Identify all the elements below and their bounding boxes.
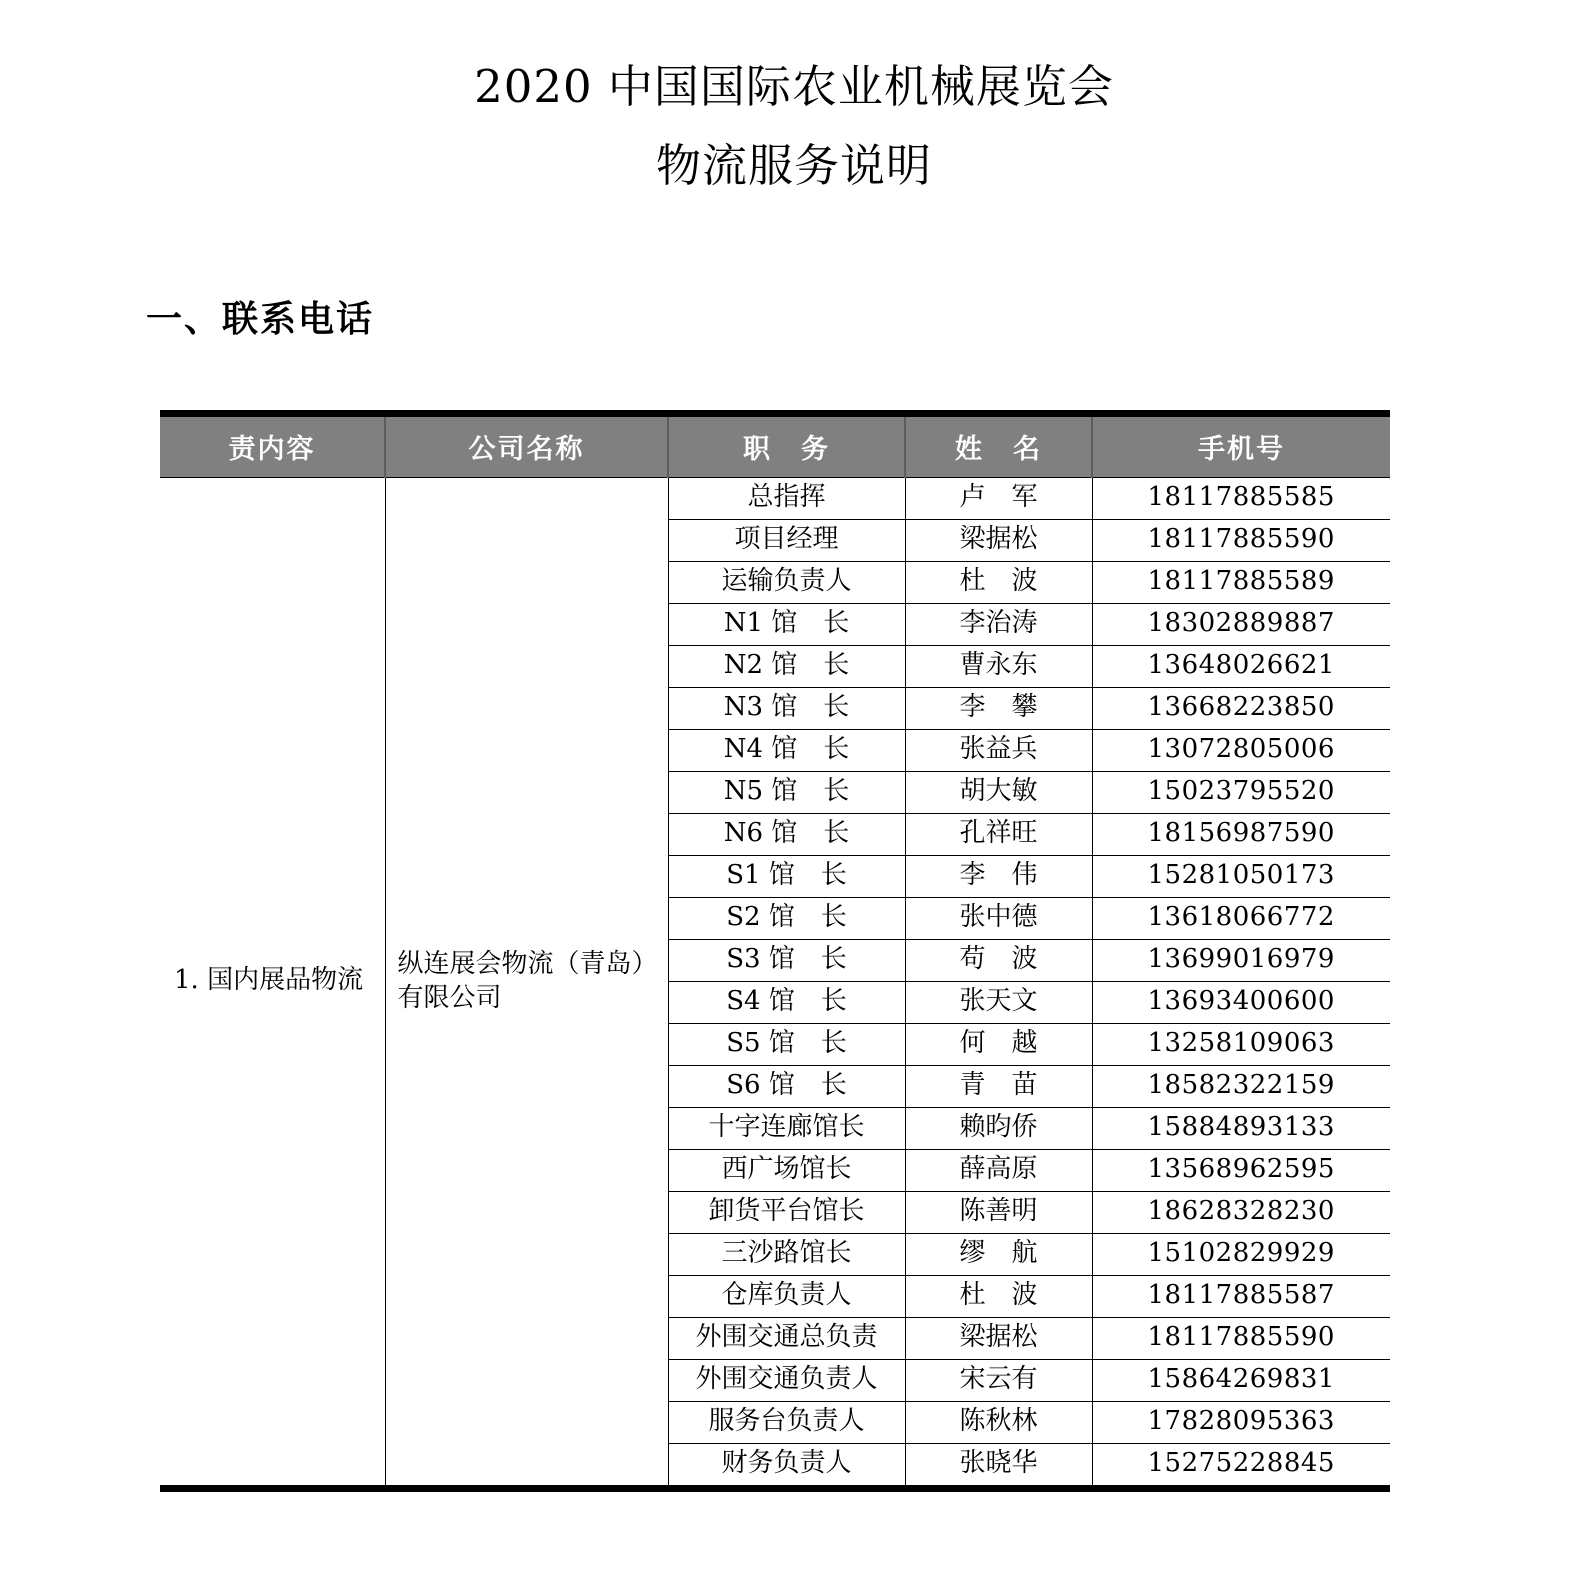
cell-name: 梁据松 — [905, 519, 1092, 561]
cell-phone: 13699016979 — [1092, 939, 1390, 981]
cell-name: 赖昀侨 — [905, 1107, 1092, 1149]
table-header — [160, 413, 1390, 477]
cell-role: S3 馆 长 — [668, 939, 905, 981]
cell-phone: 18156987590 — [1092, 813, 1390, 855]
cell-name: 李 伟 — [905, 855, 1092, 897]
cell-responsibility: 1. 国内展品物流 — [160, 477, 385, 1488]
cell-name: 宋云有 — [905, 1359, 1092, 1401]
cell-name: 何 越 — [905, 1023, 1092, 1065]
column-header-name: 姓 名 — [905, 413, 1092, 477]
cell-phone: 18117885587 — [1092, 1275, 1390, 1317]
cell-role: 外围交通负责人 — [668, 1359, 905, 1401]
cell-name: 张晓华 — [905, 1443, 1092, 1488]
cell-phone: 15275228845 — [1092, 1443, 1390, 1488]
cell-name: 苟 波 — [905, 939, 1092, 981]
cell-role: N2 馆 长 — [668, 645, 905, 687]
cell-role: 三沙路馆长 — [668, 1233, 905, 1275]
document-title-line-2: 物流服务说明 — [655, 139, 932, 192]
cell-role: 总指挥 — [668, 477, 905, 519]
cell-name: 张天文 — [905, 981, 1092, 1023]
cell-phone: 13072805006 — [1092, 729, 1390, 771]
column-header-phone: 手机号 — [1092, 413, 1390, 477]
cell-name: 缪 航 — [905, 1233, 1092, 1275]
cell-phone: 15864269831 — [1092, 1359, 1390, 1401]
cell-name: 曹永东 — [905, 645, 1092, 687]
cell-name: 李治涛 — [905, 603, 1092, 645]
cell-phone: 18628328230 — [1092, 1191, 1390, 1233]
cell-role: 财务负责人 — [668, 1443, 905, 1488]
cell-role: 运输负责人 — [668, 561, 905, 603]
cell-role: N6 馆 长 — [668, 813, 905, 855]
cell-phone: 17828095363 — [1092, 1401, 1390, 1443]
cell-phone: 18117885590 — [1092, 519, 1390, 561]
cell-role: S6 馆 长 — [668, 1065, 905, 1107]
cell-name: 杜 波 — [905, 1275, 1092, 1317]
table-row — [160, 477, 1390, 519]
cell-role: 卸货平台馆长 — [668, 1191, 905, 1233]
cell-name: 薛高原 — [905, 1149, 1092, 1191]
cell-phone: 18117885590 — [1092, 1317, 1390, 1359]
cell-role: 十字连廊馆长 — [668, 1107, 905, 1149]
document-title-line-1: 2020 中国国际农业机械展览会 — [474, 60, 1114, 113]
cell-phone: 18302889887 — [1092, 603, 1390, 645]
cell-role: S1 馆 长 — [668, 855, 905, 897]
table-body — [160, 477, 1390, 1488]
column-header-company: 公司名称 — [385, 413, 668, 477]
cell-name: 陈善明 — [905, 1191, 1092, 1233]
cell-phone: 18117885589 — [1092, 561, 1390, 603]
cell-role: 外围交通总负责 — [668, 1317, 905, 1359]
cell-phone: 15102829929 — [1092, 1233, 1390, 1275]
cell-role: N1 馆 长 — [668, 603, 905, 645]
cell-name: 梁据松 — [905, 1317, 1092, 1359]
contact-table — [160, 410, 1390, 1492]
cell-phone: 18117885585 — [1092, 477, 1390, 519]
cell-name: 杜 波 — [905, 561, 1092, 603]
cell-name: 卢 军 — [905, 477, 1092, 519]
cell-phone: 13568962595 — [1092, 1149, 1390, 1191]
cell-phone: 18582322159 — [1092, 1065, 1390, 1107]
cell-name: 张益兵 — [905, 729, 1092, 771]
cell-name: 李 攀 — [905, 687, 1092, 729]
column-header-responsibility: 责内容 — [160, 413, 385, 477]
cell-phone: 15281050173 — [1092, 855, 1390, 897]
cell-name: 孔祥旺 — [905, 813, 1092, 855]
cell-role: 服务台负责人 — [668, 1401, 905, 1443]
cell-phone: 13618066772 — [1092, 897, 1390, 939]
cell-name: 陈秋林 — [905, 1401, 1092, 1443]
cell-phone: 15023795520 — [1092, 771, 1390, 813]
contact-table-container — [0, 340, 1588, 1492]
cell-name: 青 苗 — [905, 1065, 1092, 1107]
cell-role: S4 馆 长 — [668, 981, 905, 1023]
cell-phone: 13693400600 — [1092, 981, 1390, 1023]
cell-role: N5 馆 长 — [668, 771, 905, 813]
cell-role: 西广场馆长 — [668, 1149, 905, 1191]
cell-name: 胡大敏 — [905, 771, 1092, 813]
cell-role: S2 馆 长 — [668, 897, 905, 939]
cell-role: N4 馆 长 — [668, 729, 905, 771]
cell-name: 张中德 — [905, 897, 1092, 939]
cell-role: S5 馆 长 — [668, 1023, 905, 1065]
section-heading-contact-phones: 一、联系电话 — [146, 298, 375, 340]
cell-company: 纵连展会物流（青岛）有限公司 — [385, 477, 668, 1488]
cell-role: 项目经理 — [668, 519, 905, 561]
cell-phone: 13648026621 — [1092, 645, 1390, 687]
table-header-row — [160, 413, 1390, 477]
cell-phone: 15884893133 — [1092, 1107, 1390, 1149]
cell-role: 仓库负责人 — [668, 1275, 905, 1317]
cell-role: N3 馆 长 — [668, 687, 905, 729]
column-header-role: 职 务 — [668, 413, 905, 477]
cell-phone: 13258109063 — [1092, 1023, 1390, 1065]
cell-phone: 13668223850 — [1092, 687, 1390, 729]
